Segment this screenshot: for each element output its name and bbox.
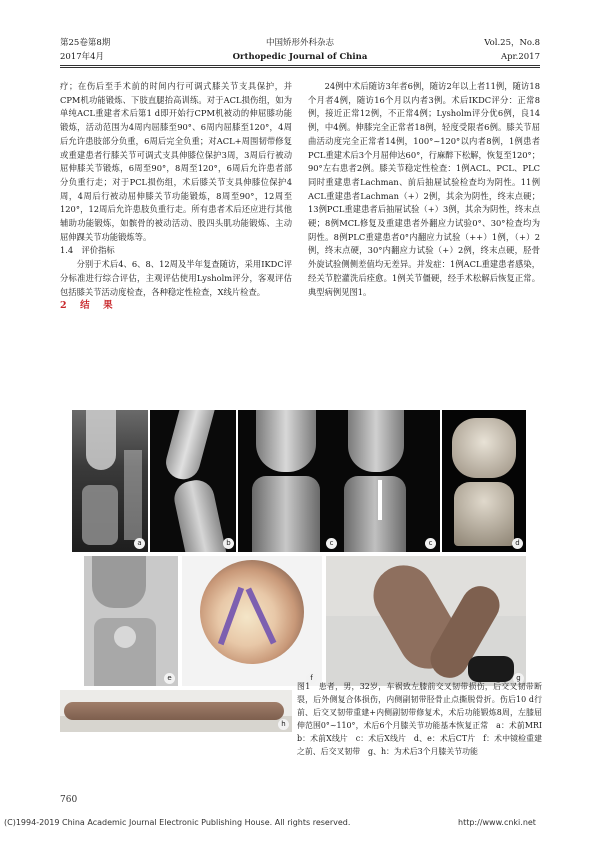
footer-url: http://www.cnki.net: [458, 818, 536, 827]
page-number: 760: [60, 795, 78, 805]
panel-label-f: f: [306, 673, 317, 684]
subheading-evaluation: 1.4 评价指标: [60, 245, 115, 256]
section-heading-results: 2 结 果: [60, 300, 115, 312]
figure-caption: 图1 患者，男，32岁，车祸致左膝前交叉韧带损伤，后交叉韧带断裂，后外侧复合体损伤，内侧副韧带胫骨止点撕脱骨折。伤后10 d行前、后交叉韧带重建+内侧副韧带修复术，术后功能锻炼8周，左膝屈伸范围0°~110°，术后6个月膝关节功能基本恢复正常 a：术前MRI b：术前X线片 c：术后X线片 d、e：术后CT片 f：术中镜检重建之前、后交叉韧带 g、h：为术后3个月膝关节功能: [297, 682, 550, 756]
panel-label-h: h: [278, 719, 289, 730]
figure-panel-d-ct3d: [442, 410, 526, 552]
header-volume: 第25卷第8期: [60, 38, 111, 48]
panel-label-c: c: [326, 538, 337, 549]
panel-label-e: e: [164, 673, 175, 684]
panel-label-g: g: [513, 673, 524, 684]
header-journal-cn: 中国矫形外科杂志: [265, 38, 334, 48]
header-rule-thin: [60, 67, 540, 68]
figure-panel-b-xray: [150, 410, 236, 552]
panel-label-c-2: c: [425, 538, 436, 549]
panel-label-a: a: [134, 538, 145, 549]
right-column: [308, 80, 540, 299]
header-volume-en: Vol.25，No.8: [484, 38, 540, 48]
figure-panel-h-extension-photo: [60, 690, 292, 732]
left-paragraph-1: 疗；在伤后至手术前的时间内行可调式膝关节支具保护，并CPM机功能锻炼、下肢直腿抬高训练。对于ACL损伤组，如为单纯ACL重建者术后第1 d即开始行CPM机被动的伸屈膝功能锻炼，活动范围为4周内屈膝至90°、6周内屈膝至120°，4周后允许患肢部分负重，6周后完全负重；对ACL+周围韧带修复或重建患者行膝关节可调式支具伸膝位保护3周，3周后行被动屈伸膝关节锻炼，6周至90°，8周至120°，6周后允许患者部分负重行走；对于PCL损伤组，术后膝关节支具伸膝位保护4周，4周后行被动屈伸膝关节功能锻炼，8周至90°，12周至120°，12周后允许患肢负重行走。所有患者术后还应进行其他辅助功能锻炼，如髌骨的被动活动、股四头肌功能锻炼、主动屈伸踝关节功能锻炼等。: [60, 81, 292, 242]
figure-panel-c-postop-xray: [238, 410, 440, 552]
header-rule: [60, 65, 540, 66]
figure-panel-a-mri: [72, 410, 148, 552]
left-column: [60, 80, 292, 313]
figure-panel-f-arthroscopy: [182, 556, 322, 686]
left-paragraph-2: 分别于术后4、6、8、12周及半年复查随访，采用IKDC评分标准进行综合评估，主观评估使用Lysholm评分，客观评估包括膝关节活动度检查，各种稳定性检查，X线片检查。: [60, 259, 292, 297]
panel-label-d: d: [512, 538, 523, 549]
right-paragraph-1: 24例中术后随访3年者6例，随访2年以上者11例，随访18个月者4例，随访16个月以内者3例。术后IKDC评分：正常8例，接近正常12例，不正常4例；Lysholm评分优6例，良14例，中4例。伸膝完全正常者18例，轻度受限者6例。膝关节屈曲活动度完全正常者14例，100°~120°以内者8例，1例患者PCL重建术后3个月屈伸达60°，行麻醉下松解，恢复至120°；90°左右患者2例。膝关节稳定性检查：1例ACL、PCL、PLC同时重建患者Lachman、前后抽屉试验检查均为阴性。11例ACL重建患者Lachman（+）2例，其余为阴性，终末点硬；13例PCL重建患者后抽屉试验（+）3例，其余为阴性，终末点硬；8例MCL修复及重建患者外翻应力试验0°、30°检查均为阴性。8例PLC重建患者0°内翻应力试验（++）1例，（+）2例，终末点硬，30°内翻应力试验（+）2例，终末点硬，胫骨外旋试验侧侧差值均无差异。并发症：1例ACL重建患者感染，经关节腔灌洗后痊愈。1例关节僵硬，经手术松解后恢复正常。典型病例见图1。: [308, 81, 540, 297]
header-date: 2017年4月: [60, 52, 105, 62]
figure-panel-e-ct: [84, 556, 178, 686]
header-date-en: Apr.2017: [500, 52, 540, 62]
figure-panel-g-flexion-photo: [326, 556, 526, 686]
footer-copyright: (C)1994-2019 China Academic Journal Electronic Publishing House. All rights reserved.: [4, 818, 351, 827]
panel-label-b: b: [223, 538, 234, 549]
header-journal-en: Orthopedic Journal of China: [232, 52, 368, 62]
